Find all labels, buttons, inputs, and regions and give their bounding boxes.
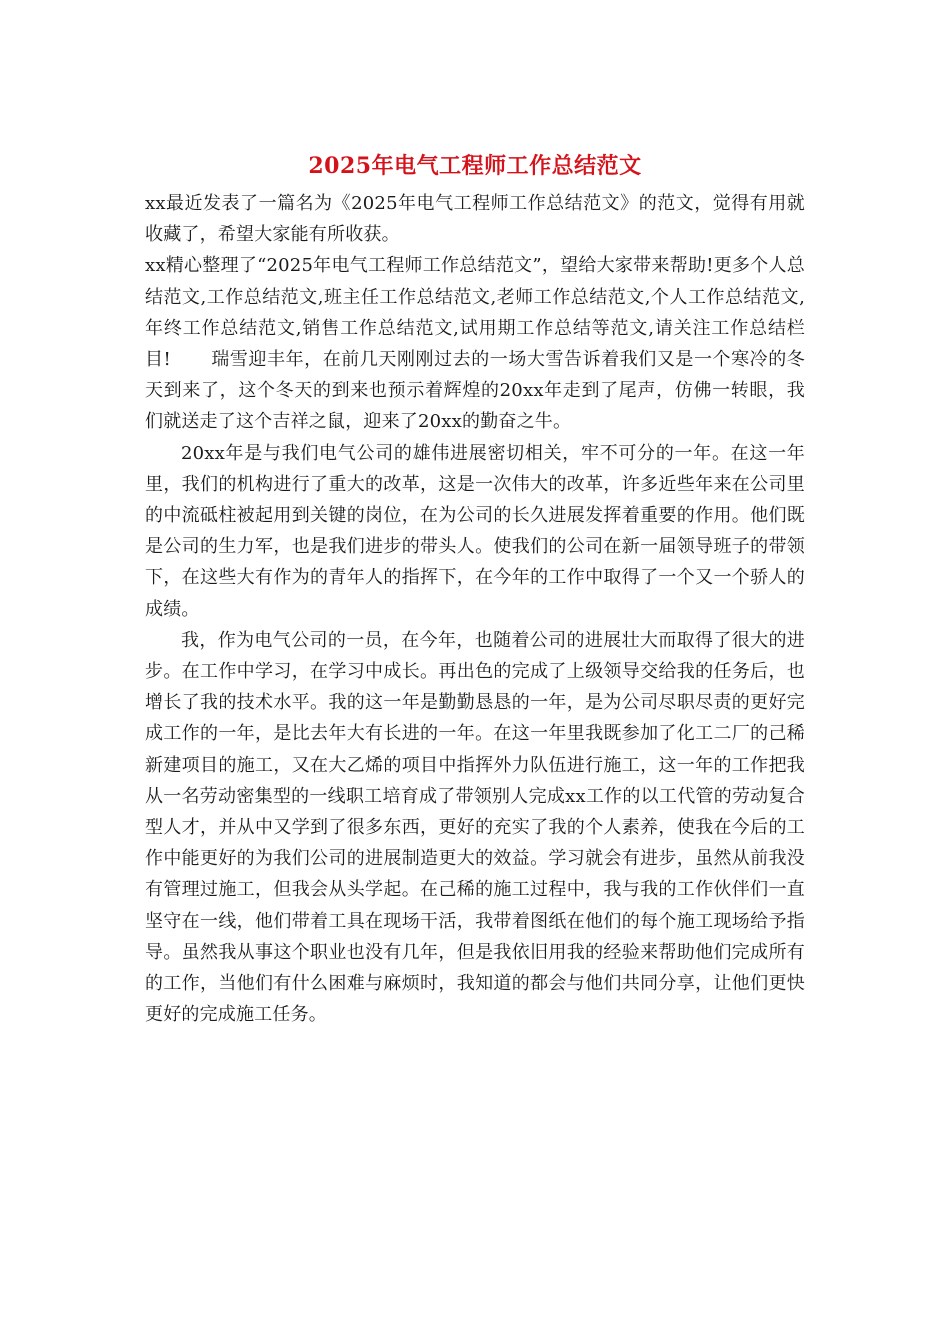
intro-paragraph-1: xx最近发表了一篇名为《2025年电气工程师工作总结范文》的范文，觉得有用就收藏了，希望大家能有所收获。	[145, 193, 805, 246]
document-title: 2025年电气工程师工作总结范文	[308, 153, 642, 179]
intro-paragraph-2-tail: 瑞雪迎丰年，在前几天刚刚过去的一场大雪告诉着我们又是一个寒冷的冬天到来了，这个冬天的到来也预示着辉煌的20xx年走到了尾声，仿佛一转眼，我们就送走了这个吉祥之鼠，迎来了20xx的勤奋之牛。	[145, 349, 805, 433]
document-body	[145, 150, 805, 1030]
intro-paragraph-2-lead: xx精心整理了“2025年电气工程师工作总结范文”，望给大家带来帮助!更多个人总结范文,工作总结范文,班主任工作总结范文,老师工作总结范文,个人工作总结范文,年终工作总结范文,销售工作总结范文,试用期工作总结等范文,请关注工作总结栏目!	[145, 255, 805, 371]
body-paragraph-1: 20xx年是与我们电气公司的雄伟进展密切相关，牢不可分的一年。在这一年里，我们的机构进行了重大的改革，这是一次伟大的改革，许多近些年来在公司里的中流砥柱被起用到关键的岗位，在为公司的长久进展发挥着重要的作用。他们既是公司的生力军，也是我们进步的带头人。使我们的公司在新一届领导班子的带领下，在这些大有作为的青年人的指挥下，在今年的工作中取得了一个又一个骄人的成绩。	[145, 442, 805, 620]
body-paragraph-2: 我，作为电气公司的一员，在今年，也随着公司的进展壮大而取得了很大的进步。在工作中学习，在学习中成长。再出色的完成了上级领导交给我的任务后，也增长了我的技术水平。我的这一年是勤勤恳恳的一年，是为公司尽职尽责的更好完成工作的一年，是比去年大有长进的一年。在这一年里我既参加了化工二厂的己稀新建项目的施工，又在大乙烯的项目中指挥外力队伍进行施工，这一年的工作把我从一名劳动密集型的一线职工培育成了带领别人完成xx工作的以工代管的劳动复合型人才，并从中又学到了很多东西，更好的充实了我的个人素养，使我在今后的工作中能更好的为我们公司的进展制造更大的效益。学习就会有进步，虽然从前我没有管理过施工，但我会从头学起。在己稀的施工过程中，我与我的工作伙伴们一直坚守在一线，他们带着工具在现场干活，我带着图纸在他们的每个施工现场给予指导。虽然我从事这个职业也没有几年，但是我依旧用我的经验来帮助他们完成所有的工作，当他们有什么困难与麻烦时，我知道的都会与他们共同分享，让他们更快更好的完成施工任务。	[145, 629, 805, 1026]
intro-paragraph-2	[145, 250, 805, 437]
